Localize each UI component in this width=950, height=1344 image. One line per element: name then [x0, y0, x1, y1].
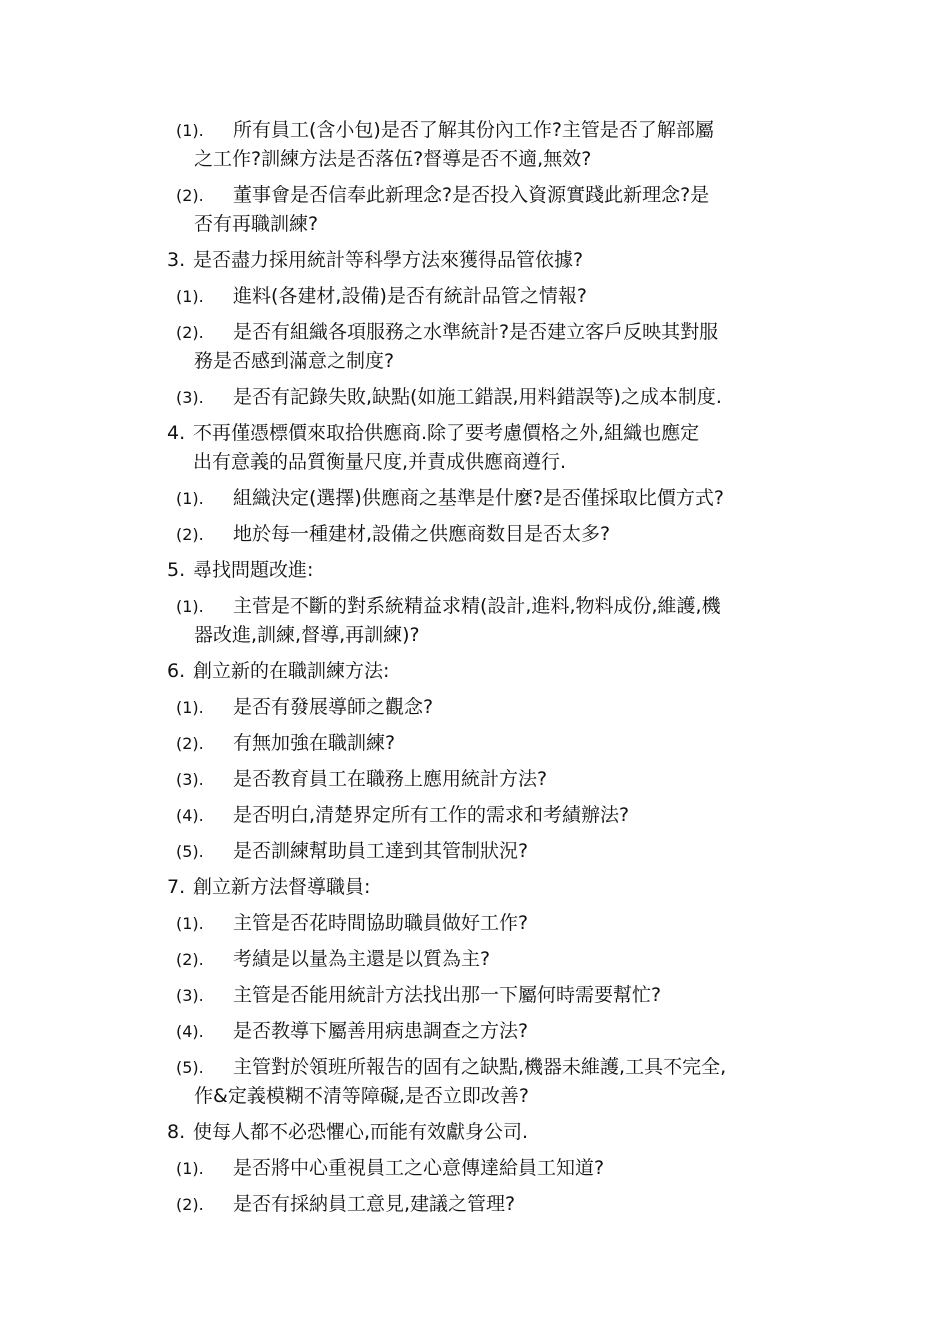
section-number: 6. — [167, 660, 186, 682]
item-text — [194, 801, 950, 830]
list-item — [0, 801, 950, 830]
item-number: (4). — [176, 806, 204, 825]
section-number: 5. — [167, 559, 186, 581]
item-text — [194, 1190, 950, 1219]
list-item — [0, 765, 950, 794]
list-item — [0, 1190, 950, 1219]
item-number: (1). — [176, 287, 204, 306]
item-text — [194, 1053, 950, 1111]
item-text — [194, 282, 950, 311]
list-item — [0, 116, 950, 174]
list-item — [0, 837, 950, 866]
text-line: 否有再職訓練? — [194, 213, 319, 235]
list-item — [0, 318, 950, 376]
section-text: 出有意義的品質衡量尺度,并責成供應商遵行. — [193, 451, 567, 473]
text-line: 所有員工(含小包)是否了解其份內工作?主管是否了解部屬 — [233, 119, 714, 141]
section-heading — [0, 873, 950, 902]
list-item — [0, 383, 950, 412]
item-text — [194, 592, 950, 650]
list-item — [0, 282, 950, 311]
section-heading — [0, 1118, 950, 1147]
text-line: 主管對於領班所報告的固有之缺點,機器未維護,工具不完全, — [233, 1056, 727, 1078]
item-number: (2). — [176, 734, 204, 753]
item-number: (2). — [176, 186, 204, 205]
text-line: 進料(各建材,設備)是否有統計品管之情報? — [233, 285, 587, 307]
list-item — [0, 1154, 950, 1183]
text-line: 是否有記錄失敗,缺點(如施工錯誤,用料錯誤等)之成本制度. — [233, 386, 722, 408]
document-page — [0, 116, 950, 1226]
section-number: 3. — [167, 249, 186, 271]
text-line: 是否教育員工在職務上應用統計方法? — [233, 768, 548, 790]
text-line: 是否教導下屬善用病患調查之方法? — [233, 1020, 529, 1042]
item-text — [194, 729, 950, 758]
item-text — [194, 116, 950, 174]
section-text: 是否盡力採用統計等科學方法來獲得品管依據? — [193, 249, 584, 271]
item-number: (3). — [176, 986, 204, 1005]
item-number: (1). — [176, 698, 204, 717]
text-line: 有無加強在職訓練? — [233, 732, 396, 754]
item-number: (5). — [176, 1058, 204, 1077]
item-text — [194, 765, 950, 794]
section-number: 7. — [167, 876, 186, 898]
section-text: 尋找問題改進: — [193, 559, 314, 581]
item-text — [194, 520, 950, 549]
item-number: (1). — [176, 597, 204, 616]
list-item — [0, 592, 950, 650]
text-line: 地於每一種建材,設備之供應商数目是否太多? — [233, 523, 611, 545]
section-number: 4. — [167, 422, 186, 444]
list-item — [0, 693, 950, 722]
section-text: 創立新的在職訓練方法: — [193, 660, 390, 682]
list-item — [0, 1053, 950, 1111]
text-line: 是否將中心重視員工之心意傳達給員工知道? — [233, 1157, 605, 1179]
text-line: 董事會是否信奉此新理念?是否投入資源實踐此新理念?是 — [233, 184, 710, 206]
text-line: 是否有發展導師之觀念? — [233, 696, 434, 718]
list-item — [0, 729, 950, 758]
section-heading — [0, 419, 950, 477]
list-item — [0, 181, 950, 239]
text-line: 是否訓練幫助員工達到其管制狀況? — [233, 840, 529, 862]
text-line: 之工作?訓練方法是否落伍?督導是否不適,無效? — [194, 148, 592, 170]
item-text — [194, 945, 950, 974]
item-text — [194, 383, 950, 412]
item-text — [194, 981, 950, 1010]
list-item — [0, 484, 950, 513]
text-line: 器改進,訓練,督導,再訓練)? — [194, 624, 420, 646]
item-text — [194, 837, 950, 866]
item-number: (1). — [176, 489, 204, 508]
text-line: 是否有採納員工意見,建議之管理? — [233, 1193, 516, 1215]
text-line: 是否有組織各項服務之水準統計?是否建立客戶反映其對服 — [233, 321, 719, 343]
section-text: 創立新方法督導職員: — [193, 876, 371, 898]
item-number: (3). — [176, 770, 204, 789]
item-number: (4). — [176, 1022, 204, 1041]
item-number: (2). — [176, 525, 204, 544]
item-number: (5). — [176, 842, 204, 861]
section-number: 8. — [167, 1121, 186, 1143]
item-text — [194, 1017, 950, 1046]
item-number: (3). — [176, 388, 204, 407]
text-line: 是否明白,清楚界定所有工作的需求和考績辦法? — [233, 804, 630, 826]
list-item — [0, 1017, 950, 1046]
item-number: (2). — [176, 1195, 204, 1214]
item-number: (1). — [176, 121, 204, 140]
section-text: 不再僅憑標價來取拾供應商.除了要考慮價格之外,組織也應定 — [193, 422, 700, 444]
text-line: 務是否感到滿意之制度? — [194, 350, 395, 372]
list-item — [0, 909, 950, 938]
section-heading — [0, 556, 950, 585]
list-item — [0, 945, 950, 974]
list-item — [0, 981, 950, 1010]
item-number: (1). — [176, 914, 204, 933]
item-number: (2). — [176, 950, 204, 969]
text-line: 主菅是不斷的對系統精益求精(設計,進料,物料成份,維護,機 — [233, 595, 721, 617]
item-text — [194, 484, 950, 513]
text-line: 考績是以量為主還是以質為主? — [233, 948, 491, 970]
item-text — [194, 693, 950, 722]
text-line: 主管是否花時間協助職員做好工作? — [233, 912, 529, 934]
text-line: 作&定義模糊不清等障礙,是否立即改善? — [194, 1085, 529, 1107]
section-heading — [0, 657, 950, 686]
item-number: (1). — [176, 1159, 204, 1178]
list-item — [0, 520, 950, 549]
text-line: 組織決定(選擇)供應商之基準是什麼?是否僅採取比價方式? — [233, 487, 724, 509]
section-heading — [0, 246, 950, 275]
item-text — [194, 318, 950, 376]
item-text — [194, 1154, 950, 1183]
item-number: (2). — [176, 323, 204, 342]
item-text — [194, 909, 950, 938]
section-text: 使每人都不必恐懼心,而能有效獻身公司. — [193, 1121, 529, 1143]
item-text — [194, 181, 950, 239]
text-line: 主管是否能用統計方法找出那一下屬何時需要幫忙? — [233, 984, 662, 1006]
